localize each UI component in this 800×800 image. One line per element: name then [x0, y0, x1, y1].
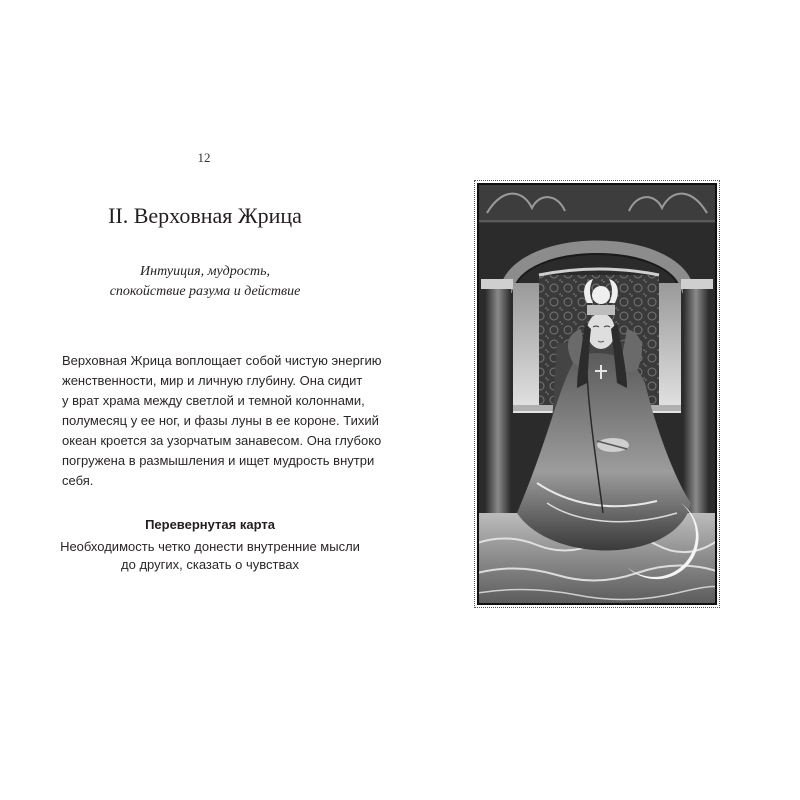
page-number: 12 — [197, 150, 211, 165]
description-line: полумесяц у ее ног, и фазы луны в ее короне. Тихий — [62, 413, 379, 428]
reversed-heading: Перевернутая карта — [145, 517, 275, 532]
subtitle-line: спокойствие разума и действие — [109, 284, 301, 299]
description-line: женственности, мир и личную глубину. Она сидит — [62, 373, 363, 388]
card-subtitle — [70, 262, 340, 302]
reversed-line: до других, сказать о чувствах — [121, 557, 299, 572]
description-line: океан кроется за узорчатым занавесом. Она глубоко — [62, 433, 382, 448]
reversed-meaning — [50, 538, 370, 574]
description-line: у врат храма между светлой и темной колоннами, — [62, 393, 365, 408]
description-line: Верховная Жрица воплощает собой чистую энергию — [62, 353, 382, 368]
card-title: II. Верховная Жрица — [108, 203, 302, 228]
reversed-line: Необходимость четко донести внутренние мысли — [60, 539, 360, 554]
description-line: себя. — [62, 473, 94, 488]
subtitle-line: Интуиция, мудрость, — [140, 264, 270, 279]
description-line: погружена в размышления и ищет мудрость внутри — [62, 453, 375, 468]
high-priestess-tarot-illustration-icon — [477, 183, 717, 605]
tarot-card-illustration — [474, 180, 720, 608]
card-description — [62, 351, 382, 491]
